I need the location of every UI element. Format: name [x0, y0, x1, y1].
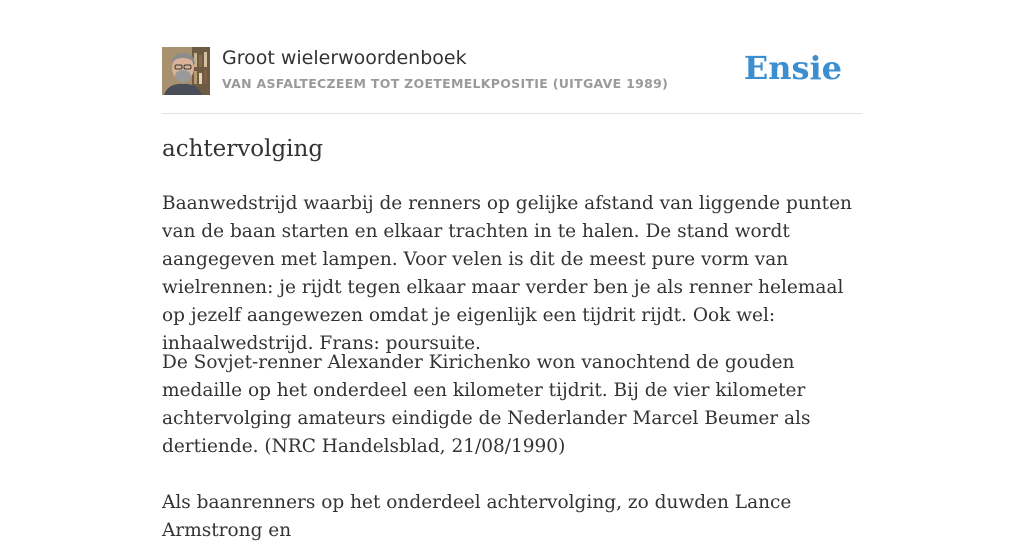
ensie-logo-link[interactable]: Ensie [743, 49, 842, 87]
entry-quote-2: Als baanrenners op het onderdeel achtervolging, zo duwden Lance Armstrong en [162, 492, 792, 541]
author-avatar[interactable] [162, 47, 210, 95]
header-divider [162, 113, 862, 114]
entry-definition: Baanwedstrijd waarbij de renners op gelijke afstand van liggende punten van de baan starten en elkaar trachten in te halen. De stand wordt aangegeven met lampen. Voor velen is dit de meest pure vorm van wielrennen: je rijdt tegen elkaar maar verder ben je als renner helemaal op jezelf aangewezen omdat je eigenlijk een tijdrit rijdt. Ook wel: inhaalwedstrijd. Frans: poursuite. [162, 193, 852, 354]
header [162, 46, 862, 96]
entry-quote-1: De Sovjet-renner Alexander Kirichenko won vanochtend de gouden medaille op het onderdeel een kilometer tijdrit. Bij de vier kilometer achtervolging amateurs eindigde de Nederlander Marcel Beumer als dertiende. (NRC Handelsblad, 21/08/1990) [162, 352, 811, 457]
entry-title: achtervolging [162, 136, 324, 162]
book-title[interactable]: Groot wielerwoordenboek [222, 47, 467, 69]
author-portrait-icon [162, 47, 210, 95]
book-subtitle: VAN ASFALTECZEEM TOT ZOETEMELKPOSITIE (UITGAVE 1989) [222, 76, 669, 91]
